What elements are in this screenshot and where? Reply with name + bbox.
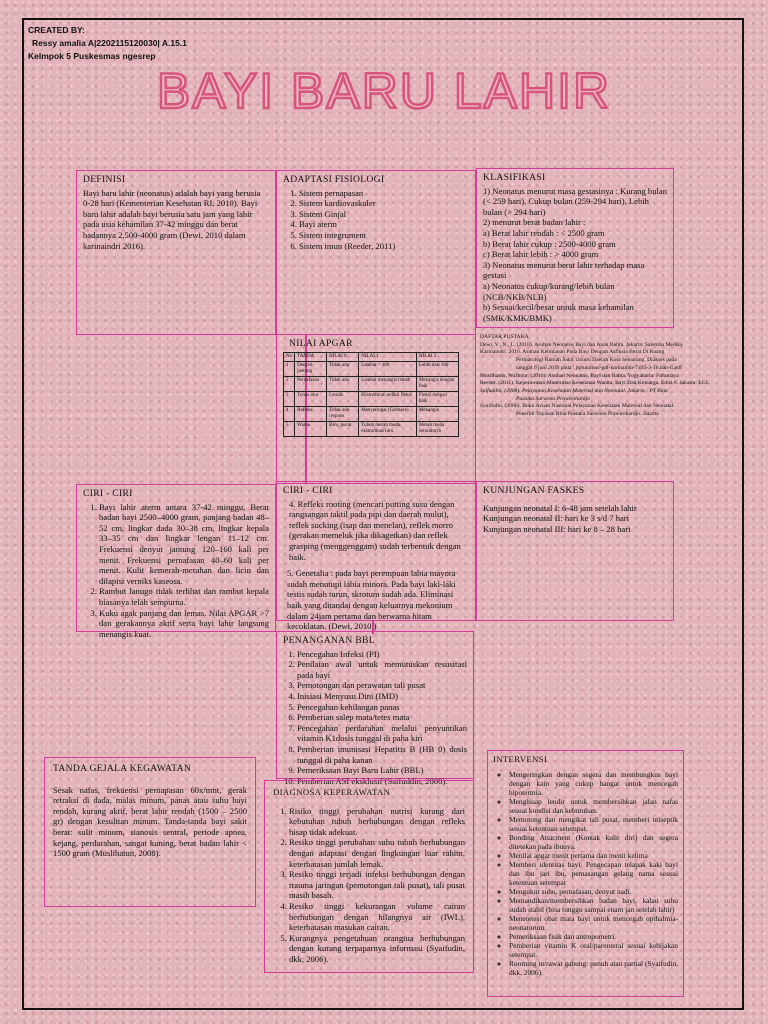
column-header: NILAI 0 [327,352,359,361]
ciri-ciri-paragraph: 5. Genetalia : pada bayi perempuan labia mayora sudah menutupi labia minora. Pada bayi laki-laki testis sudah turun, skrotum sudah ada. Eliminasi baik yang ditandai dengan keluarnya mekonium dalam 24jam pertama dan berwarna hitam kecoklatan. (Dewi, 2010 ) [287,568,456,632]
list-item: 3. Resiko tinggi terjadi infeksi berhubungan dengan trauma jaringan (pemotongan tali pusat), tali pusat masih basah. [289,869,465,901]
table-cell: Tidak ada respons [327,406,359,421]
ciri-ciri-paragraph: 4. Refleks rooting (mencari putting susu dengan rangsangan taktil pada pipi dan daerah mulut), reflek sucking (isap dan menelan), reflek morro (gerakan memeluk jika dikagetkan) dan reflek grasping (menggenggam) sudah terbentuk dengan baik. [289,498,461,562]
column-header: NILAI 1 [359,352,417,361]
list-item: 5. Sistem integrument [299,230,469,241]
klasifikasi-line: a) Berat lahir rendah : < 2500 gram [483,227,605,238]
klasifikasi-box [476,168,674,328]
list-item: 1. Pencegahan Infeksi (PI) [297,649,467,660]
kunjungan-line: Kunjungan neonatal II: hari ke 3 s/d 7 hari [483,513,630,524]
reference-entry: Dewi, V., N., L. (2010). Asuhan Neonatus Bayi dan Anak Balita. Jakarta: Salemba Medika [480,341,683,348]
table-row [284,361,459,376]
kunjungan-heading: KUNJUNGAN FASKES [483,485,585,496]
column-header: NILAI 2 [416,352,458,361]
table-cell: 2 [284,376,295,391]
table-cell: 3 [284,391,295,406]
definisi-box [76,170,276,335]
klasifikasi-line: 1) Neonatus menurut masa gestasinya : Kurang bulan (< 259 hari), Cukup bulan (259-294 hari), Lebih bulan (> 294 hari) [483,185,668,217]
list-item: ◦ Memotong dan mengikat tali pusat, memberi ntiseptik sesuai ketentuan setempat. [509,815,678,833]
list-item: 6. Sistem imun (Reeder, 2011) [299,241,469,252]
daftar-pustaka [480,334,742,419]
adaptasi-box [276,170,476,335]
ciri-ciri-heading: CIRI - CIRI [83,488,133,499]
list-item: ◦ Mengukur suhu, pernafasan, denyut nadi. [509,887,678,896]
table-cell: Menyeringai (Grimace) [359,406,417,421]
apgar-box [276,334,476,484]
ciri-ciri-box-2 [276,481,476,632]
table-cell: Ekstremitas sedikit fleksi [359,391,417,406]
daftar-pustaka-heading: DAFTAR PUSTAKA [480,334,529,340]
table-cell: Denyut jantung [295,361,327,376]
list-item: 10. Pemberian ASI eksklusif (Saifuddin, 2008). [297,776,467,787]
reference-entry: Pustaka Sarwono Prawirohardjo [516,395,590,402]
definisi-text: Bayi baru lahir (neonatus) adalah bayi yang berusia 0-28 hari (Kementerian Kesehatan RI, 2010). Bayi baru lahir adalah bayi berusia satu jam yang lahir pada usia kehamilan 37-42 minggu dan berat badannya 2.500-4000 gram (Dewi, 2010 dalam karinaindri 2016). [83,187,261,251]
table-row [284,421,459,436]
table-cell: Biru, pucat [327,421,359,436]
table-cell: Refleks [295,406,327,421]
intervensi-box [487,750,684,997]
penanganan-box [276,631,474,786]
reference-entry: Muslihatun, Wafiniur. (2010). Asuhan Neonatus, Bayi dan Balita. Yogyakarta: Fitramaya [480,372,679,379]
list-item: 1. Bayi lahir aterm antara 37-42 minggu, Berat badan bayi 2500–4000 gram, panjang badan 48–52 cm, lingkar dada 30–38 cm, lingkar kepala 33–35 cm dan lingkar lengan 11–12 cm. Frekuensi denyut jantung 120–160 kali per menit. Frekuensi pernafasan 40–60 kali per menit. Kulit kemerah-merahan dan licin dan dilapisi verniks kaseosa. [99,502,269,587]
table-row [284,376,459,391]
table-cell: Tonus otot [295,391,327,406]
list-item: 7. Pencegahan perdarahan melalui penyuntikan vitamin K1dosis tunggal di paha kiri [297,723,467,744]
diagnosa-heading: DIAGNOSA KEPERAWATAN [273,787,391,797]
definisi-heading: DEFINISI [83,174,126,185]
list-item: 3. Sistem Ginjal [299,209,469,220]
list-item: 4. Inisiasi Menyusu Dini (IMD) [297,691,467,702]
table-cell: 4 [284,406,295,421]
tanda-gejala-box [44,757,256,907]
list-item: ◦ Menghisap lendir untuk membersihkan jalan nafas sesuai kondisi dan kebutuhan. [509,797,678,815]
list-item: 1. Risiko tinggi perubahan nutrisi kurang dari kebutuhan tubuh berhubungan dengan refleks hisap tidak adekuat. [289,806,465,838]
list-item: ◦ Menilai apgar menit pertama dan menit kelima [509,851,678,860]
list-item: 9. Pemeriksaan Bayi Baru Lahir (BBL) [297,765,467,776]
credit-label: CREATED BY: [28,25,85,35]
list-item: ◦ Bonding Attacment (Kontak kulit diri) dan segera ditetekan pada ibunya. [509,833,678,851]
table-cell: Menangis dengan baik [416,376,458,391]
klasifikasi-line: a) Neonatus cukup/kurang/lebih bulan (NCB/NKB/NLB) [483,280,615,302]
list-item: ◦ Rooming in/rawat gabung: penuh atau partial (Syaifudin, dkk, 2006). [509,959,678,977]
credit-author: Ressy amalia A|2202115120030| A.15.1 [32,38,187,48]
list-item: ◦ Memandikan/membersihkan badan bayi, kalau suhu sudah stabil (bisa tunggu sampai enam jan setelah lahir) [509,896,678,914]
reference-entry: Penerbit Yayasan Bina Pustaka Sarwono Prawirohardjo. Jakarta [516,411,659,418]
list-item: 8. Pemberian imunisasi Hepatitis B (HB 0) dosis tunggal di paha kanan [297,744,467,765]
list-item: 2. Resiko tinggi perubahan suhu tubuh berhubungan dengan adaptasi dengan lingkungan luar rahim, keterbatasan jumlah lemak. [289,837,465,869]
klasifikasi-line: b) Sesuai/kecil/besar untuk masa kehamilan (SMK/KMK/BMK) [483,302,634,323]
reference-entry: Karinaindri. 2016. Asuhan Kebidanan Pada Bayi Dengan Asfiksia Berat Di Ruang [480,349,665,356]
list-item: 6. Pemberian salep mata/tetes mata [297,712,467,723]
penanganan-heading: PENANGANAN BBL [283,635,375,646]
table-cell: Lebih dari 100 [416,361,458,376]
table-cell: 5 [284,421,295,436]
diagnosa-box [264,780,474,973]
list-item: 2. Sistem kardiovaskuler [299,198,469,209]
table-cell: Tubuh merah muda, ekstremitas biru [359,421,417,436]
column-header: No [284,352,295,361]
credit-group: Kelmpok 5 Puskesmas ngesrep [28,51,156,61]
kunjungan-line: Kunjungan neonatal III: hari ke 8 – 28 hari [483,523,631,534]
list-item: 3. Pemotongan dan perawatan tali pusat [297,680,467,691]
reference-entry: tanggal 6 juni 2016 pada : jtptunimus-gdl-karinaindr-7493-3-16.bab-ii.pdf [516,364,682,371]
apgar-heading: NILAI APGAR [289,338,353,349]
table-cell: Lambat menangis lemah [359,376,417,391]
klasifikasi-line: b) Berat lahir cukup : 2500-4000 gram [483,238,616,249]
list-item: 2. Penilaian awal untuk memutuskan resusitasi pada bayi [297,659,467,680]
klasifikasi-line: c) Berat lahir lebih : > 4000 gram [483,249,599,260]
klasifikasi-heading: KLASIFIKASI [483,172,546,183]
table-cell: Menangis [416,406,458,421]
klasifikasi-line: 2) menurut berat badan lahir : [483,217,586,228]
list-item: ◦ Memberi identitas bayi: Pengecapan telapak kaki bayi dan ibu jari ibu, pemasangan gelang nama sesuai ketentuan setempat [509,860,678,887]
table-cell: Tidak ada [327,376,359,391]
tanda-gejala-heading: TANDA GEJALA KEGAWATAN [53,763,192,774]
table-cell: Lemah [327,391,359,406]
table-row [284,406,459,421]
list-item: 2. Rambut lanugo tidak terlihat dan rambut kepala biasanya telah sempurna. [99,586,269,607]
table-cell: Lambat < 100 [359,361,417,376]
list-item: ◦ Mengeringkan dengan segera dan membungkus bayi dengan kain yang cukup hangat untuk mencegah hipotermia. [509,770,678,797]
ciri-ciri-heading: CIRI - CIRI [283,485,333,496]
table-cell: Warna [295,421,327,436]
apgar-table [283,352,459,437]
intervensi-heading: INTERVENSI [493,754,548,764]
reference-entry: Syaifudin. (2006). Buku Acuan Nasional Pelayanan Kesehatan Maternal dan Neonatal. [480,403,675,410]
list-item: ◦ Pemeriksaan fisik dan antropometri. [509,932,678,941]
column-header: TANDA [295,352,327,361]
adaptasi-heading: ADAPTASI FISIOLOGI [283,174,385,185]
reference-entry: Reeder. (2011). Keperawatan Maternitas Kesehatan Wanita, Bayi Dan Keluarga. Edisi 8. Jakarta: EGC [480,380,710,387]
table-row [284,391,459,406]
ciri-ciri-box-1 [76,484,276,639]
table-cell: Merah muda seluruhnya [416,421,458,436]
table-cell: Tidak ada [327,361,359,376]
list-item: 1. Sistem pernapasan [299,188,469,199]
kunjungan-line: Kunjungan neonatal I: 6-48 jam setelah lahir [483,502,637,513]
table-header-row [284,352,459,361]
table-cell: Pernafasan [295,376,327,391]
reference-entry: Saifuddin. (2008). Pelayanan Kesehatan Maternal dan Neonatal. Jakarta : PT Bina [480,387,668,394]
list-item: 3. Kuku agak panjang dan lemas. Nilai APGAR >7 dan gerakannya aktif serta bayi lahir langsung menangis kuat. [99,608,269,640]
list-item: ◦ Pemberian vitamin K oral/parenteral sesuai kebijakan setempat. [509,941,678,959]
list-item: 5. Kurangnya pengetahuan orangtua berhubungan dengan kurang terpaparnya informasi (Syaifudin, dkk, 2006). [289,933,465,965]
list-item: 5. Pencegahan kehilangan panas [297,702,467,713]
table-cell: Fleksi dengan baik [416,391,458,406]
reference-entry: Perinatologi Rumah Sakit Umum Daerah Kota Semarang. Diakses pada [516,357,677,364]
tanda-gejala-text: Sesak nafas, frekuensi pernapasan 60x/mnt, gerak retraksi di dada, malas minum, panas atau suhu bayi rendah, kurang aktif, berat lahir rendah (1500 – 2500 gr) dengan kesulitan minum. Tanda-tanda bayi sakit berat: sulit minum, sianosis sentral, periode apnea, kejang, perdarahan, sangat kuning, berat badan lahir < 1500 gram (Muslihatun, 2008). [53,784,247,859]
kunjungan-box [476,481,674,621]
poster-title: BAYI BARU LAHIR [156,63,612,119]
table-cell: 1 [284,361,295,376]
list-item: 4. Bayi aterm [299,219,469,230]
klasifikasi-line: 3) Neonatus menurut berat lahir terhadap masa gestasi [483,259,645,281]
list-item: ◦ Menetetesi obat mata bayi untuk mencegah opthalmia-neonatorum. [509,914,678,932]
list-item: 4. Resiko tinggi kekurangan volume cairan berhubungan dengan hilangnya air (IWL), keterbatasan masukan cairan. [289,901,465,933]
